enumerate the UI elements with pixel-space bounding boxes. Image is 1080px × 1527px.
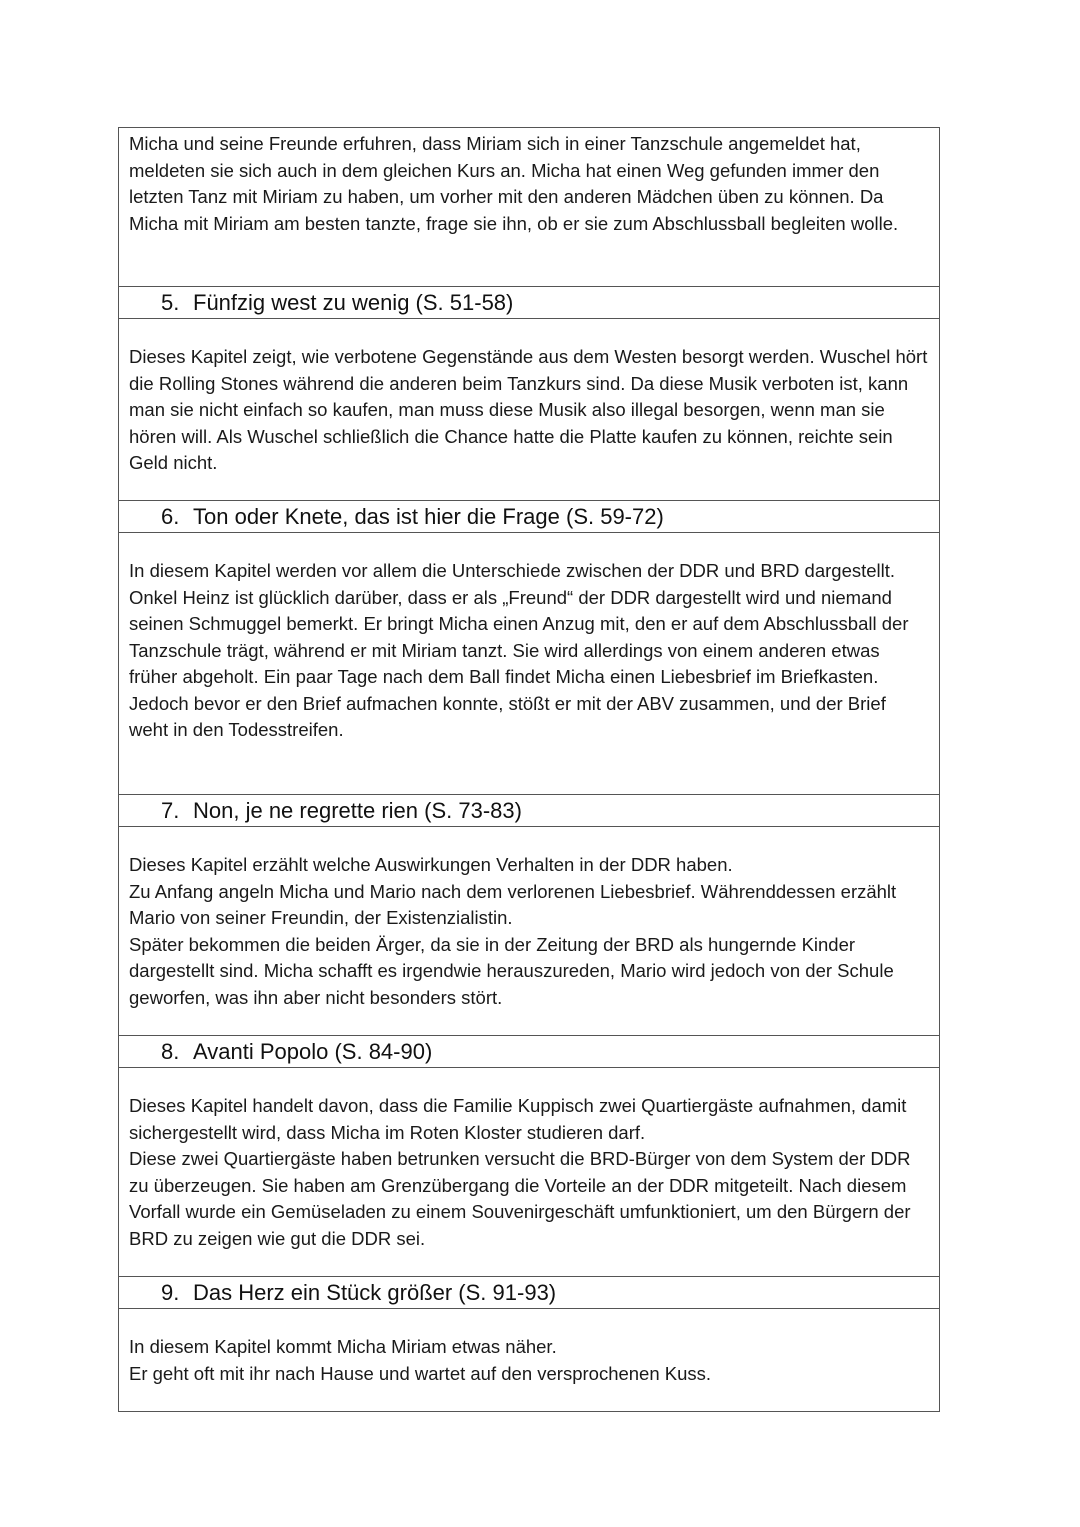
chapter-6-summary: [118, 533, 940, 795]
chapter-9-summary: [118, 1309, 940, 1412]
chapter-title: Ton oder Knete, das ist hier die Frage (S. 59-72): [193, 503, 664, 529]
chapter-number: 5.: [161, 289, 180, 315]
chapter-5-summary: [118, 319, 940, 501]
document-table: [118, 127, 940, 1412]
chapter-title: Das Herz ein Stück größer (S. 91-93): [193, 1279, 557, 1305]
chapter-6-heading: [118, 501, 940, 533]
chapter-number: 7.: [161, 797, 180, 823]
paragraph: Er geht oft mit ihr nach Hause und wartet auf den versprochenen Kuss.: [129, 1362, 712, 1384]
chapter-number: 6.: [161, 503, 180, 529]
paragraph: In diesem Kapitel kommt Micha Miriam etwas näher.: [129, 1336, 557, 1357]
chapter-number: 9.: [161, 1279, 180, 1305]
paragraph: Dieses Kapitel erzählt welche Auswirkungen Verhalten in der DDR haben.: [129, 854, 733, 875]
chapter-title: Non, je ne regrette rien (S. 73-83): [193, 797, 522, 823]
chapter-7-heading: [118, 795, 940, 827]
chapter-9-heading: [118, 1277, 940, 1309]
paragraph: In diesem Kapitel werden vor allem die Unterschiede zwischen der DDR und BRD dargestellt.: [129, 560, 896, 581]
chapter-title: Fünfzig west zu wenig (S. 51-58): [193, 289, 514, 315]
chapter-8-heading: [118, 1036, 940, 1068]
intro-text: Micha und seine Freunde erfuhren, dass Miriam sich in einer Tanzschule angemeldet hat, meldeten sie sich auch in dem gleichen Kurs an. Micha hat einen Weg gefunden immer den letzten Tanz mit Miriam zu haben, um vorher mit den anderen Mädchen üben zu können. Da Micha mit Miriam am besten tanzte, frage sie ihn, ob er sie zum Abschlussball begleiten wolle.: [129, 133, 899, 234]
chapter-5-heading: [118, 287, 940, 319]
paragraph: Dieses Kapitel zeigt, wie verbotene Gegenstände aus dem Westen besorgt werden. Wuschel hört die Rolling Stones während die anderen beim Tanzkurs sind. Da diese Musik verboten ist, kann man sie nicht einfach so kaufen, man muss diese Musik also illegal besorgen, wenn man sie hören will. Als Wuschel schließlich die Chance hatte die Platte kaufen zu können, reichte sein Geld nicht.: [129, 346, 928, 473]
chapter-8-summary: [118, 1068, 940, 1277]
paragraph: Onkel Heinz ist glücklich darüber, dass er als „Freund“ der DDR dargestellt wird und niemand seinen Schmuggel bemerkt. Er bringt Micha einen Anzug mit, den er auf dem Abschlussball der Tanzschule trägt, während er mit Miriam tanzt. Sie wird allerdings von einem anderen etwas früher abgeholt. Ein paar Tage nach dem Ball findet Micha einen Liebesbrief im Briefkasten. Jedoch bevor er den Brief aufmachen konnte, stößt er mit der ABV zusammen, und der Brief weht in den Todesstreifen.: [129, 586, 909, 740]
paragraph: Später bekommen die beiden Ärger, da sie in der Zeitung der BRD als hungernde Kinder dargestellt sind. Micha schafft es irgendwie herauszureden, Mario wird jedoch von der Schule geworfen, was ihn aber nicht besonders stört.: [129, 933, 894, 1008]
chapter-title: Avanti Popolo (S. 84-90): [193, 1038, 433, 1064]
paragraph: Zu Anfang angeln Micha und Mario nach dem verlorenen Liebesbrief. Währenddessen erzählt Mario von seiner Freundin, der Existenzialistin.: [129, 880, 897, 928]
chapter-number: 8.: [161, 1038, 180, 1064]
intro-block: [118, 127, 940, 287]
paragraph: Dieses Kapitel handelt davon, dass die Familie Kuppisch zwei Quartiergäste aufnahmen, damit sichergestellt wird, dass Micha im Roten Kloster studieren darf.: [129, 1095, 907, 1143]
paragraph: Diese zwei Quartiergäste haben betrunken versucht die BRD-Bürger von dem System der DDR zu überzeugen. Sie haben am Grenzübergang die Vorteile an der DDR mitgeteilt. Nach diesem Vorfall wurde ein Gemüseladen zu einem Souvenirgeschäft umfunktioniert, um den Bürgern der BRD zu zeigen wie gut die DDR sei.: [129, 1148, 911, 1249]
chapter-7-summary: [118, 827, 940, 1036]
